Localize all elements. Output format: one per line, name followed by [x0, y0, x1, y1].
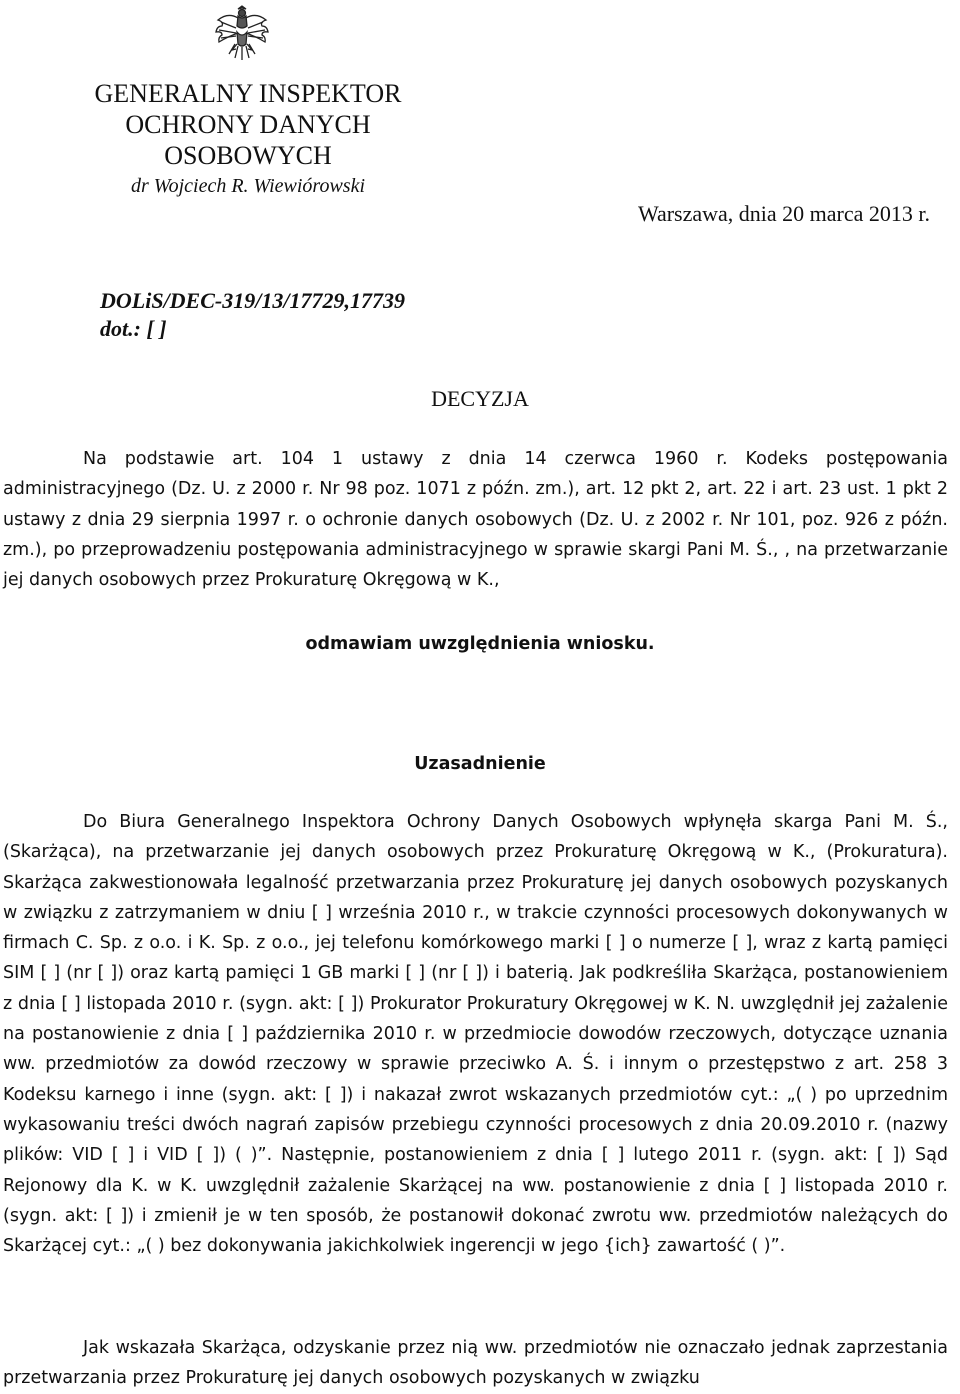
reference-dot: dot.: [ ] [100, 316, 167, 341]
reference-block [100, 287, 405, 343]
header-line-3: OSOBOWYCH [164, 141, 332, 170]
justification-heading: Uzasadnienie [414, 754, 546, 774]
polish-eagle-icon [213, 2, 271, 64]
continuation-paragraph: Jak wskazała Skarżąca, odzyskanie przez nią ww. przedmiotów nie oznaczało jednak zaprzestania przetwarzania przez Prokuraturę jej danych osobowych pozyskanych w związku [3, 1338, 948, 1389]
justification-paragraph: Do Biura Generalnego Inspektora Ochrony Danych Osobowych wpłynęła skarga Pani M. Ś., (Skarżąca), na przetwarzanie jej danych osobowych przez Prokuraturę Okręgową w K., (Prokuratura). Skarżąca zakwestionowała legalność przetwarzania przez Prokuraturę jej danych osobowych pozyskanych w związku z zatrzymaniem w dniu [ ] września 2010 r., w trakcie czynności procesowych dokonywanych w firmach C. Sp. z o.o. i K. Sp. z o.o., jej telefonu komórkowego marki [ ] o numerze [ ], wraz z kartą pamięci SIM [ ] (nr [ ]) oraz kartą pamięci 1 GB marki [ ] (nr [ ]) i baterią. Jak podkreśliła Skarżąca, postanowieniem z dnia [ ] listopada 2010 r. (sygn. akt: [ ]) Prokurator Prokuratury Okręgowej w K. N. uwzględnił jej zażalenie na postanowienie z dnia [ ] października 2010 r. w przedmiocie dowodów rzeczowych, dotyczące uznania ww. przedmiotów za dowód rzeczowy w sprawie przeciwko A. Ś. i innym o przestępstwo z art. 258 3 Kodeksu karnego i inne (sygn. akt: [ ]) i nakazał zwrot wskazanych przedmiotów cyt.: „( ) po uprzednim wykasowaniu treści dwóch nagrań zapisów przebiegu czynności procesowych z dnia 20.09.2010 r. (nazwy plików: VID [ ] i VID [ ]) ( )”. Następnie, postanowieniem z dnia [ ] lutego 2011 r. (sygn. akt: [ ]) Sąd Rejonowy dla K. w K. uwzględnił zażalenie Skarżącej na ww. postanowienie z dnia [ ] listopada 2010 r. (sygn. akt: [ ]) i zmienił je w ten sposób, że postanowił dokonać zwrotu ww. przedmiotów należących do Skarżącej cyt.: „( ) bez dokonywania jakichkolwiek ingerencji w jego {ich} zawartość ( )”. [3, 812, 948, 1257]
header-line-1: GENERALNY INSPEKTOR [94, 79, 402, 108]
reference-number: DOLiS/DEC-319/13/17729,17739 [100, 288, 405, 313]
intro-paragraph: Na podstawie art. 104 1 ustawy z dnia 14 czerwca 1960 r. Kodeks postępowania administracyjnego (Dz. U. z 2000 r. Nr 98 poz. 1071 z późn. zm.), art. 12 pkt 2, art. 22 i art. 23 ust. 1 pkt 2 ustawy z dnia 29 sierpnia 1997 r. o ochronie danych osobowych (Dz. U. z 2002 r. Nr 101, poz. 926 z późn. zm.), po przeprowadzeniu postępowania administracyjnego w sprawie skargi Pani M. Ś., , na przetwarzanie jej danych osobowych przez Prokuraturę Okręgową w K., [3, 449, 948, 591]
authority-header [78, 78, 418, 201]
date-line: Warszawa, dnia 20 marca 2013 r. [637, 201, 930, 226]
header-line-2: OCHRONY DANYCH [125, 110, 371, 139]
signatory-name: dr Wojciech R. Wiewiórowski [130, 175, 366, 197]
decision-statement: odmawiam uwzględnienia wniosku. [305, 634, 655, 654]
document-title: DECYZJA [431, 386, 529, 411]
